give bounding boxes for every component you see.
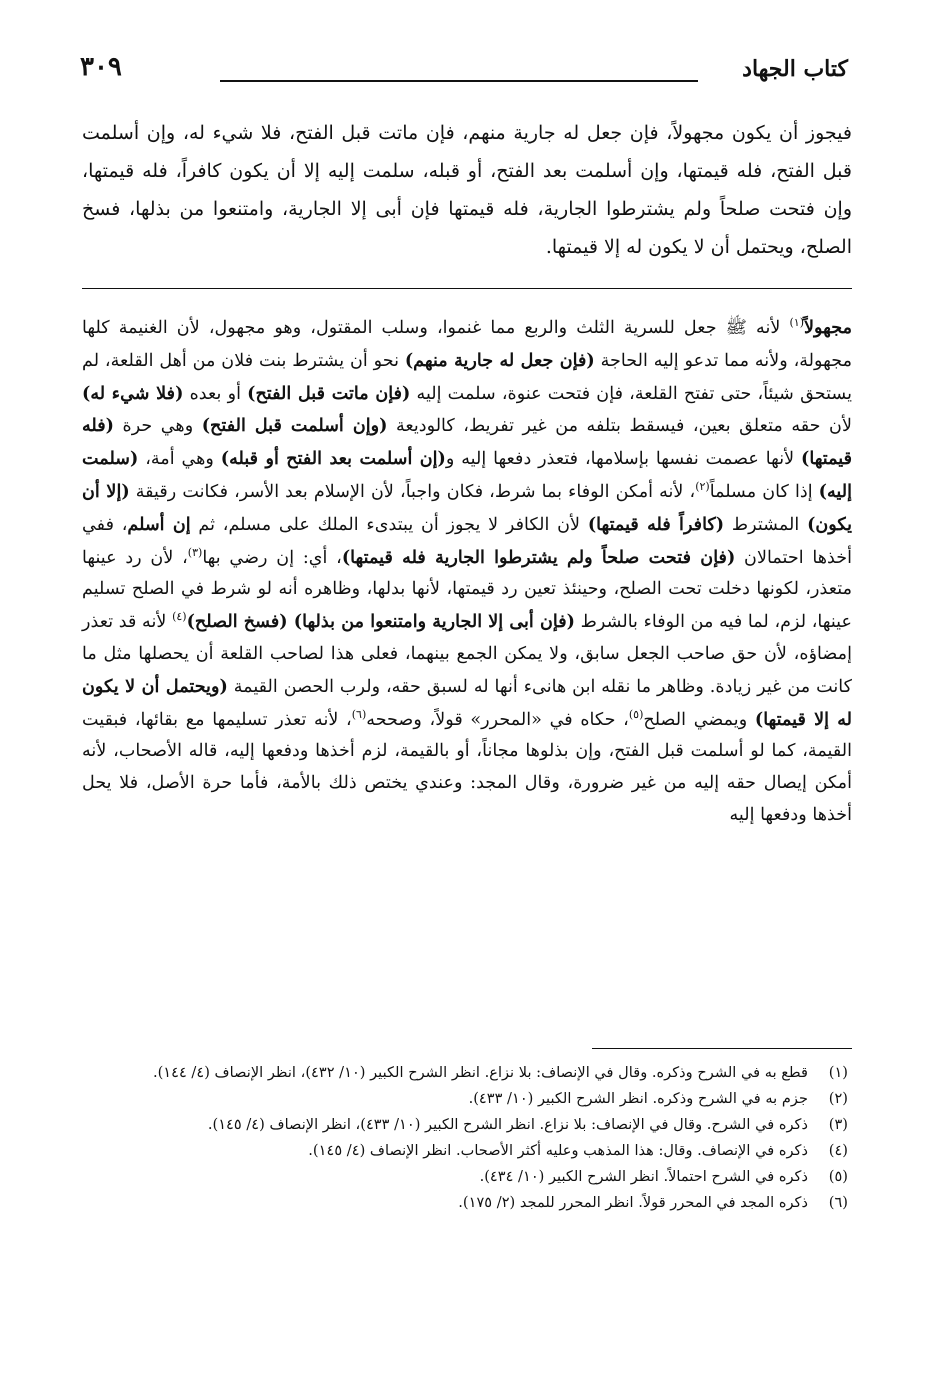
commentary-text: ، لأنه تعذر تسليمها مع بقائها، فبقيت القيمة، كما لو أسلمت قبل الفتح، وإن بذلوها مجاناً، أو بالقيمة، لزم أخذها ودفعها إليه، قاله الأصحاب، لأنه أمكن إيصال حقه إليه من غير ضرورة، وقال المجد: وعندي يختص ذلك بالأمة، فأما حرة الأصل، فلا يحل أخذها ودفعها إليه bbox=[82, 709, 852, 825]
footnote-number: (٦) bbox=[828, 1194, 848, 1211]
footnote-item bbox=[82, 1060, 848, 1086]
commentary-text: ، حكاه في «المحرر» قولاً، وصححه bbox=[366, 709, 629, 730]
commentary-text: نحو أن يشترط بنت فلان من أهل القلعة، لم يستحق شيئاً، حتى تفتح القلعة، فإن فتحت عنوة، سلمت إليه bbox=[82, 350, 853, 404]
footnote-ref: (٣) bbox=[187, 545, 203, 559]
commentary-text: ويمضي الصلح bbox=[643, 709, 755, 730]
quoted-matn: (فإن أبى إلا الجارية وامتنعوا من بذلها) (فسخ الصلح) bbox=[186, 611, 576, 633]
footnotes bbox=[82, 1060, 848, 1216]
quoted-matn: إن أسلم bbox=[127, 513, 191, 535]
commentary-text: لأن حقه متعلق بعين، فيسقط بتلفه من غير تفريط، كالوديعة bbox=[387, 416, 852, 437]
commentary-text: لأنها عصمت نفسها بإسلامها، فتعذر دفعها إليه و bbox=[445, 449, 802, 470]
footnote-text: ذكره في الإنصاف. وقال: هذا المذهب وعليه أكثر الأصحاب. انظر الإنصاف (٤/ ١٤٥). bbox=[308, 1142, 808, 1159]
quoted-matn: (فإن ماتت قبل الفتح) bbox=[247, 382, 411, 404]
quoted-matn: (وإن أسلمت قبل الفتح) bbox=[201, 415, 388, 437]
page-header bbox=[80, 52, 848, 92]
quoted-matn: (فإن فتحت صلحاً ولم يشترطوا الجارية فله قيمتها) bbox=[341, 546, 736, 568]
footnote-number: (٣) bbox=[828, 1116, 848, 1133]
commentary-text: لأنه ﷺ جعل للسرية الثلث والربع مما غنموا، وسلب المقتول، وهو مجهول، لأن الغنيمة كلها مجهولة، ولأنه مما تدعو إليه الحاجة bbox=[82, 318, 853, 371]
quoted-matn: (فلا شيء له) bbox=[82, 382, 184, 404]
commentary-text: لأن الكافر لا يجوز أن يبتدىء الملك على مسلم، ثم bbox=[190, 514, 588, 535]
quoted-matn: (إن أسلمت بعد الفتح أو قبله) bbox=[220, 448, 446, 470]
commentary-text: إذا كان مسلماً bbox=[709, 481, 819, 502]
commentary-text: ، لأن رد عينها متعذر، لكونها دخلت تحت الصلح، وحينئذ تعين رد قيمتها، لأنها بدلها، وظاهره أنه لو شرط في الصلح تسليم عينها، لزم، لما فيه من الوفاء بالشرط bbox=[82, 547, 852, 633]
footnote-item bbox=[82, 1164, 848, 1190]
quoted-matn: (إلا أن يكون) bbox=[82, 480, 853, 535]
footnote-ref: (١) bbox=[789, 316, 804, 330]
footnote-ref: (٢) bbox=[695, 480, 710, 494]
quoted-matn: (فإن جعل له جارية منهم) bbox=[404, 349, 595, 371]
footnote-ref: (٦) bbox=[351, 707, 367, 721]
footnote-item bbox=[82, 1138, 848, 1164]
header-rule bbox=[220, 80, 698, 82]
commentary-paragraph bbox=[82, 312, 852, 832]
footnote-text: ذكره في الشرح. وقال في الإنصاف: بلا نزاع. انظر الشرح الكبير (١٠/ ٤٣٣)، انظر الإنصاف (٤/ ١٤٥). bbox=[207, 1116, 808, 1133]
commentary-text: ، أي: إن رضي بها bbox=[202, 547, 342, 568]
footnote-text: جزم به في الشرح وذكره. انظر الشرح الكبير (١٠/ ٤٣٣). bbox=[468, 1090, 808, 1107]
commentary-text: وهي حرة bbox=[114, 416, 202, 437]
commentary-text: ، ففي أخذها احتمالان bbox=[82, 514, 852, 568]
commentary-text: لأنه قد تعذر إمضاؤه، لأن حق صاحب الجعل سابق، ولا يمكن الجمع بينهما، فعلى هذا لصاحب القلعة أن يحصلها مثل ما كانت من غير زيادة. وظاهر ما نقله ابن هانىء أنها له لسبق حقه، ولرب الحصن القيمة bbox=[82, 612, 852, 697]
commentary-text: أو بعده bbox=[183, 383, 248, 404]
quoted-matn: (فله قيمتها) bbox=[82, 415, 853, 470]
footnote-rule bbox=[592, 1048, 852, 1049]
footnote-number: (٢) bbox=[828, 1090, 848, 1107]
footnote-ref: (٥) bbox=[628, 707, 644, 721]
quoted-matn: (كافراً فله قيمتها) bbox=[587, 513, 725, 535]
quoted-matn: (سلمت إليه) bbox=[82, 448, 852, 502]
commentary bbox=[82, 312, 852, 832]
chapter-title: كتاب الجهاد bbox=[742, 56, 848, 82]
footnote-item bbox=[82, 1190, 848, 1216]
quoted-matn: مجهولاً bbox=[803, 317, 852, 338]
quoted-matn: (ويحتمل أن لا يكون له إلا قيمتها) bbox=[82, 675, 852, 730]
footnote-item bbox=[82, 1112, 848, 1138]
footnote-number: (٤) bbox=[828, 1142, 848, 1159]
main-text bbox=[82, 114, 852, 266]
footnote-item bbox=[82, 1086, 848, 1112]
main-text-paragraph: فيجوز أن يكون مجهولاً، فإن جعل له جارية منهم، فإن ماتت قبل الفتح، فلا شيء له، وإن أسلمت قبل الفتح، فله قيمتها، وإن أسلمت بعد الفتح، أو قبله، سلمت إليه إلا أن يكون كافراً، فله قيمتها، وإن فتحت صلحاً ولم يشترطوا الجارية، فله قيمتها فإن أبى إلا الجارية، وامتنعوا من بذلها، فسخ الصلح، ويحتمل أن لا يكون له إلا قيمتها. bbox=[82, 122, 852, 258]
footnote-number: (٥) bbox=[828, 1168, 848, 1185]
footnote-ref: (٤) bbox=[172, 610, 187, 624]
commentary-text: ، لأنه أمكن الوفاء بما شرط، فكان واجباً، لأن الإسلام بعد الأسر، فكانت رقيقة bbox=[129, 481, 696, 502]
commentary-text: المشترط bbox=[724, 514, 808, 535]
text-divider bbox=[82, 288, 852, 289]
page-number: ٣٠٩ bbox=[80, 52, 122, 82]
footnote-number: (١) bbox=[828, 1064, 848, 1081]
footnote-text: ذكره المجد في المحرر قولاً. انظر المحرر للمجد (٢/ ١٧٥). bbox=[458, 1194, 808, 1211]
footnote-text: ذكره في الشرح احتمالاً. انظر الشرح الكبير (١٠/ ٤٣٤). bbox=[479, 1168, 808, 1185]
commentary-text: وهي أمة، bbox=[138, 449, 221, 470]
footnote-text: قطع به في الشرح وذكره. وقال في الإنصاف: بلا نزاع. انظر الشرح الكبير (١٠/ ٤٣٢)، انظر الإنصاف (٤/ ١٤٤). bbox=[152, 1064, 808, 1081]
